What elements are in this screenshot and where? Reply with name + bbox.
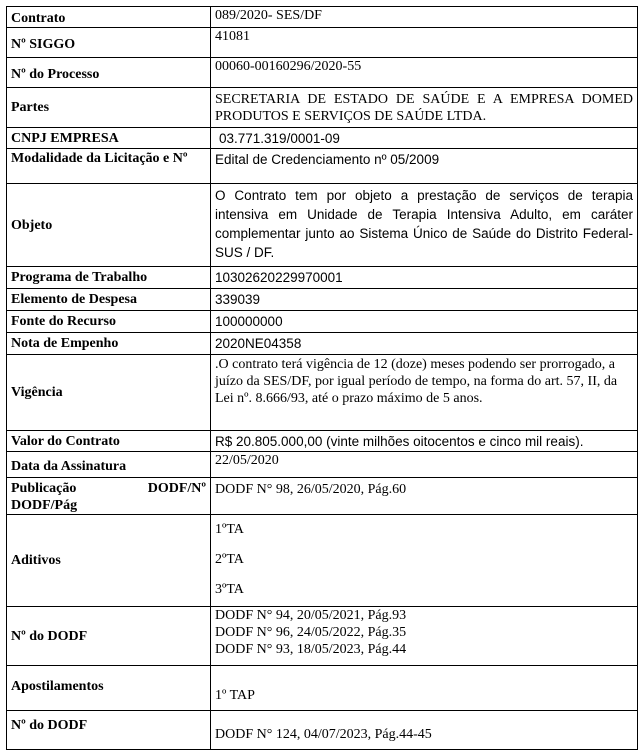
table-row (7, 711, 638, 750)
row-label-apostilamentos: Apostilamentos (7, 666, 211, 711)
row-value-fonte: 100000000 (211, 311, 638, 333)
dodf-item: DODF N° 96, 24/05/2022, Pág.35 (215, 625, 407, 640)
row-label-modalidade: Modalidade da Licitação e Nº (7, 149, 211, 184)
row-value-data-assinatura: 22/05/2020 (211, 452, 638, 478)
table-row (7, 355, 638, 431)
row-value-no-dodf-2: DODF N° 124, 04/07/2023, Pág.44-45 (211, 711, 638, 750)
row-value-vigencia: .O contrato terá vigência de 12 (doze) meses podendo ser prorrogado, a juízo da SES/DF, por igual período de tempo, na forma do art. 57, II, da Lei nº. 8.666/93, até o prazo máximo de 5 anos. (211, 355, 638, 431)
table-row (7, 607, 638, 666)
table-row (7, 149, 638, 184)
row-label-nota-empenho: Nota de Empenho (7, 333, 211, 355)
row-label-fonte: Fonte do Recurso (7, 311, 211, 333)
row-value-partes: SECRETARIA DE ESTADO DE SAÚDE E A EMPRESA DOMED PRODUTOS E SERVIÇOS DE SAÚDE LTDA. (211, 88, 638, 128)
aditivo-item: 3ºTA (215, 582, 244, 597)
row-label-elemento: Elemento de Despesa (7, 289, 211, 311)
row-label-contrato: Contrato (7, 7, 211, 28)
row-value-elemento: 339039 (211, 289, 638, 311)
row-label-valor: Valor do Contrato (7, 431, 211, 452)
table-row (7, 478, 638, 515)
row-value-modalidade: Edital de Credenciamento nº 05/2009 (211, 149, 638, 184)
aditivo-item: 1ºTA (215, 522, 244, 537)
publicacao-label-part: DODF/Nº (147, 481, 206, 496)
row-value-nota-empenho: 2020NE04358 (211, 333, 638, 355)
table-row (7, 128, 638, 149)
table-row (7, 7, 638, 28)
publicacao-label-part: Publicação (11, 481, 77, 496)
contract-info-table (6, 6, 638, 750)
table-row (7, 58, 638, 88)
row-label-siggo: Nº SIGGO (7, 28, 211, 58)
table-row (7, 666, 638, 711)
table-row (7, 515, 638, 607)
row-value-siggo: 41081 (211, 28, 638, 58)
row-value-aditivos (211, 515, 638, 607)
aditivo-item: 2ºTA (215, 552, 244, 567)
row-value-objeto: O Contrato tem por objeto a prestação de serviços de terapia intensiva em Unidade de Terapia Intensiva Adulto, em caráter complementar junto ao Sistema Único de Saúde do Distrito Federal- SUS / DF. (211, 184, 638, 267)
table-row (7, 289, 638, 311)
table-row (7, 267, 638, 289)
row-label-cnpj: CNPJ EMPRESA (7, 128, 211, 149)
row-label-data-assinatura: Data da Assinatura (7, 452, 211, 478)
row-value-publicacao: DODF N° 98, 26/05/2020, Pág.60 (211, 478, 638, 515)
row-label-no-dodf-2: Nº do DODF (7, 711, 211, 750)
row-label-aditivos: Aditivos (7, 515, 211, 607)
row-label-programa: Programa de Trabalho (7, 267, 211, 289)
row-label-objeto: Objeto (7, 184, 211, 267)
row-value-programa: 10302620229970001 (211, 267, 638, 289)
table-row (7, 88, 638, 128)
row-label-vigencia: Vigência (7, 355, 211, 431)
row-value-cnpj: 03.771.319/0001-09 (211, 128, 638, 149)
row-value-processo: 00060-00160296/2020-55 (211, 58, 638, 88)
table-row (7, 452, 638, 478)
row-label-partes: Partes (7, 88, 211, 128)
table-row (7, 28, 638, 58)
row-value-apostilamentos: 1º TAP (211, 666, 638, 711)
table-row (7, 311, 638, 333)
publicacao-label-part: DODF/Pág (11, 498, 78, 513)
row-label-processo: Nº do Processo (7, 58, 211, 88)
row-value-contrato: 089/2020- SES/DF (211, 7, 638, 28)
row-value-valor: R$ 20.805.000,00 (vinte milhões oitocentos e cinco mil reais). (211, 431, 638, 452)
dodf-item: DODF N° 94, 20/05/2021, Pág.93 (215, 608, 407, 623)
row-value-no-dodf (211, 607, 638, 666)
table-row (7, 431, 638, 452)
row-label-no-dodf: Nº do DODF (7, 607, 211, 666)
table-row (7, 184, 638, 267)
table-row (7, 333, 638, 355)
dodf-item: DODF N° 93, 18/05/2023, Pág.44 (215, 642, 407, 657)
row-label-publicacao (7, 478, 211, 515)
